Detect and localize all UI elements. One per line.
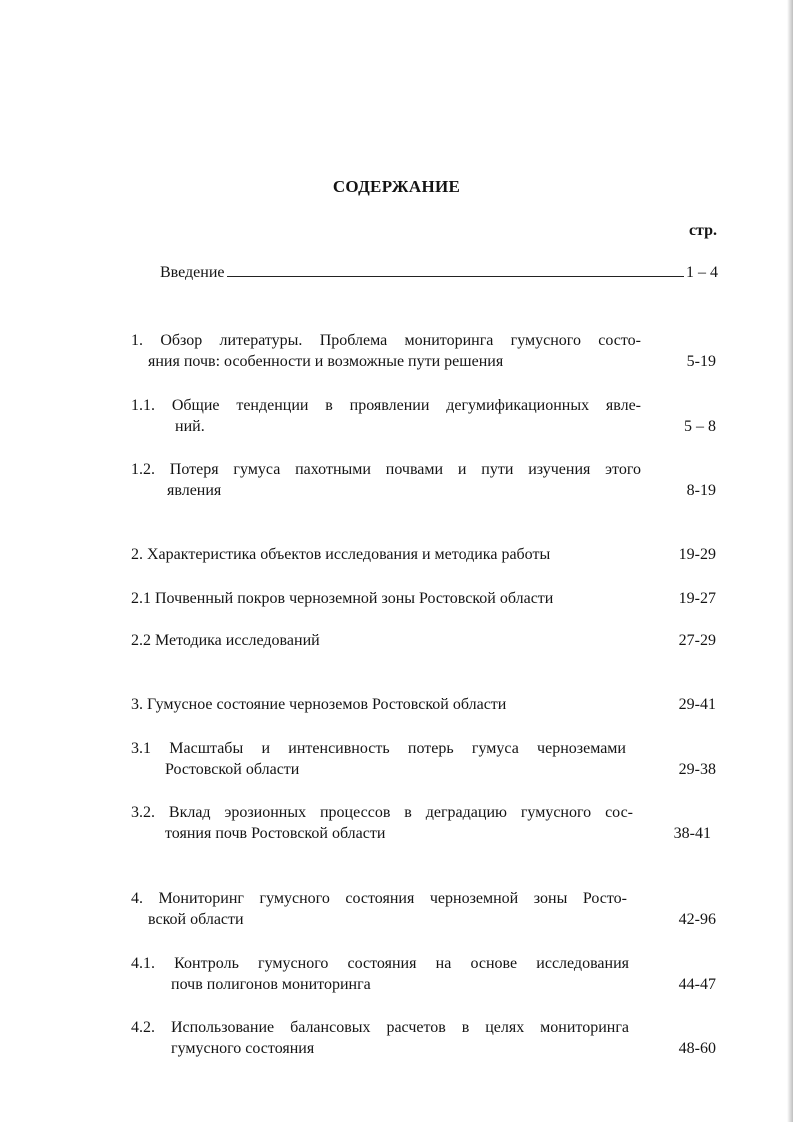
toc-entry-4-1 bbox=[131, 953, 716, 995]
toc-entry-intro bbox=[160, 262, 718, 283]
toc-entry-pages: 44-47 bbox=[678, 976, 716, 993]
toc-entry-pages: 42-96 bbox=[678, 911, 716, 928]
toc-entry-line1: 1.1. Общие тенденции в проявлении дегумификационных явле- bbox=[131, 397, 641, 414]
toc-entry-pages: 19-29 bbox=[678, 546, 716, 563]
toc-entry-line2: гумусного состояния bbox=[171, 1040, 315, 1057]
pages-column-label: стр. bbox=[688, 222, 717, 239]
toc-entry-line1: 1.2. Потеря гумуса пахотными почвами и пути изучения этого bbox=[131, 461, 641, 478]
toc-entry-pages: 19-27 bbox=[678, 590, 716, 607]
toc-entry-pages: 38-41 bbox=[673, 825, 711, 842]
toc-entry-line1: 4.1. Контроль гумусного состояния на основе исследования bbox=[131, 955, 629, 972]
toc-entry-pages: 5-19 bbox=[686, 353, 716, 370]
toc-entry-1-2 bbox=[131, 459, 716, 501]
toc-entry-4 bbox=[131, 888, 716, 930]
toc-entry-line1: 2.1 Почвенный покров черноземной зоны Ростовской области bbox=[131, 590, 554, 607]
toc-entry-line1: 3.1 Масштабы и интенсивность потерь гумуса черноземами bbox=[131, 740, 626, 757]
toc-entry-line1: 1. Обзор литературы. Проблема мониторинга гумусного состо- bbox=[131, 332, 641, 349]
toc-entry-2-1 bbox=[131, 588, 716, 609]
toc-entry-label: Введение bbox=[160, 264, 225, 281]
toc-entry-line1: 3.2. Вклад эрозионных процессов в деградацию гумусного сос- bbox=[131, 804, 633, 821]
toc-entry-line2: тояния почв Ростовской области bbox=[165, 825, 386, 842]
toc-entry-pages: 27-29 bbox=[678, 632, 716, 649]
scan-edge-shadow bbox=[787, 0, 793, 1122]
toc-entry-pages: 5 – 8 bbox=[684, 418, 716, 435]
toc-entry-line1: 2. Характеристика объектов исследования и методика работы bbox=[131, 546, 551, 563]
toc-entry-line1: 4. Мониторинг гумусного состояния черноземной зоны Росто- bbox=[131, 890, 627, 907]
toc-entry-line1: 2.2 Методика исследований bbox=[131, 632, 320, 649]
toc-entry-line2: почв полигонов мониторинга bbox=[171, 976, 371, 993]
toc-entry-line2: яния почв: особенности и возможные пути решения bbox=[148, 353, 504, 370]
toc-entry-line2: ний. bbox=[175, 418, 205, 435]
toc-entry-pages: 48-60 bbox=[678, 1040, 716, 1057]
toc-entry-1 bbox=[131, 330, 716, 372]
toc-leader-line bbox=[227, 275, 685, 277]
toc-entry-3-2 bbox=[131, 802, 716, 844]
toc-entry-line2: вской области bbox=[148, 911, 244, 928]
toc-entry-pages: 1 – 4 bbox=[686, 264, 718, 281]
toc-entry-line1: 4.2. Использование балансовых расчетов в целях мониторинга bbox=[131, 1019, 629, 1036]
toc-entry-1-1 bbox=[131, 395, 716, 437]
toc-entry-line1: 3. Гумусное состояние черноземов Ростовской области bbox=[131, 696, 507, 713]
toc-entry-2-2 bbox=[131, 630, 716, 651]
toc-entry-line2: явления bbox=[167, 482, 222, 499]
page-title: СОДЕРЖАНИЕ bbox=[332, 177, 461, 196]
toc-entry-pages: 29-41 bbox=[678, 696, 716, 713]
toc-entry-4-2 bbox=[131, 1017, 716, 1059]
toc-entry-pages: 29-38 bbox=[678, 761, 716, 778]
toc-entry-3-1 bbox=[131, 738, 716, 780]
toc-entry-3 bbox=[131, 694, 716, 715]
toc-entry-line2: Ростовской области bbox=[165, 761, 300, 778]
toc-entry-pages: 8-19 bbox=[686, 482, 716, 499]
toc-entry-2 bbox=[131, 544, 716, 565]
